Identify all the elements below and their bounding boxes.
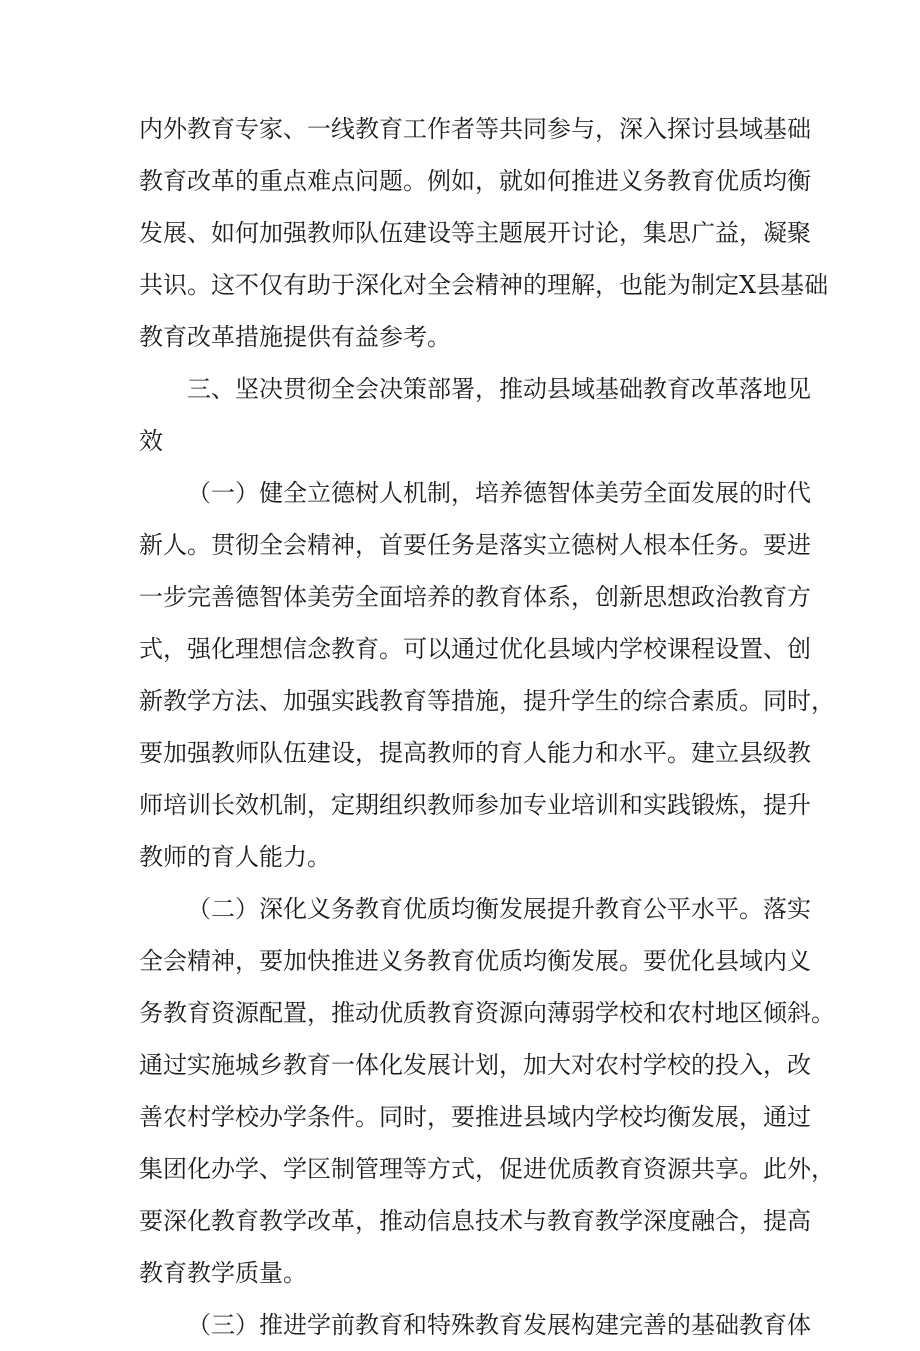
body-line: 要深化教育教学改革，推动信息技术与教育教学深度融合，提高: [139, 1207, 811, 1235]
body-line: 一步完善德智体美劳全面培养的教育体系，创新思想政治教育方: [139, 583, 811, 611]
body-line: 教育改革措施提供有益参考。: [139, 323, 451, 351]
body-line: 共识。这不仅有助于深化对全会精神的理解，也能为制定X县基础: [139, 271, 829, 299]
body-line: 内外教育专家、一线教育工作者等共同参与，深入探讨县域基础: [139, 115, 811, 143]
document-body: [139, 103, 835, 1351]
body-line: 要加强教师队伍建设，提高教师的育人能力和水平。建立县级教: [139, 739, 811, 767]
section-heading-line: 三、坚决贯彻全会决策部署，推动县域基础教育改革落地见: [187, 375, 811, 403]
body-line: 师培训长效机制，定期组织教师参加专业培训和实践锻炼，提升: [139, 791, 811, 819]
subsection-heading-line: （二）深化义务教育优质均衡发展提升教育公平水平。落实: [187, 895, 811, 923]
body-line: 式，强化理想信念教育。可以通过优化县域内学校课程设置、创: [139, 635, 811, 663]
subsection-heading-line: （三）推进学前教育和特殊教育发展构建完善的基础教育体: [187, 1311, 811, 1339]
body-line: 集团化办学、学区制管理等方式，促进优质教育资源共享。此外，: [139, 1155, 835, 1183]
body-line: 新教学方法、加强实践教育等措施，提升学生的综合素质。同时，: [139, 687, 835, 715]
body-line: 新人。贯彻全会精神，首要任务是落实立德树人根本任务。要进: [139, 531, 811, 559]
body-line: 教育改革的重点难点问题。例如，就如何推进义务教育优质均衡: [139, 167, 811, 195]
body-line: 善农村学校办学条件。同时，要推进县域内学校均衡发展，通过: [139, 1103, 811, 1131]
body-line: 务教育资源配置，推动优质教育资源向薄弱学校和农村地区倾斜。: [139, 999, 835, 1027]
body-line: 全会精神，要加快推进义务教育优质均衡发展。要优化县域内义: [139, 947, 811, 975]
body-line: 发展、如何加强教师队伍建设等主题展开讨论，集思广益，凝聚: [139, 219, 811, 247]
body-line: 教师的育人能力。: [139, 843, 331, 871]
body-line: 通过实施城乡教育一体化发展计划，加大对农村学校的投入，改: [139, 1051, 811, 1079]
body-line: 教育教学质量。: [139, 1259, 307, 1287]
subsection-heading-line: （一）健全立德树人机制，培养德智体美劳全面发展的时代: [187, 479, 811, 507]
section-heading-line: 效: [139, 427, 163, 455]
